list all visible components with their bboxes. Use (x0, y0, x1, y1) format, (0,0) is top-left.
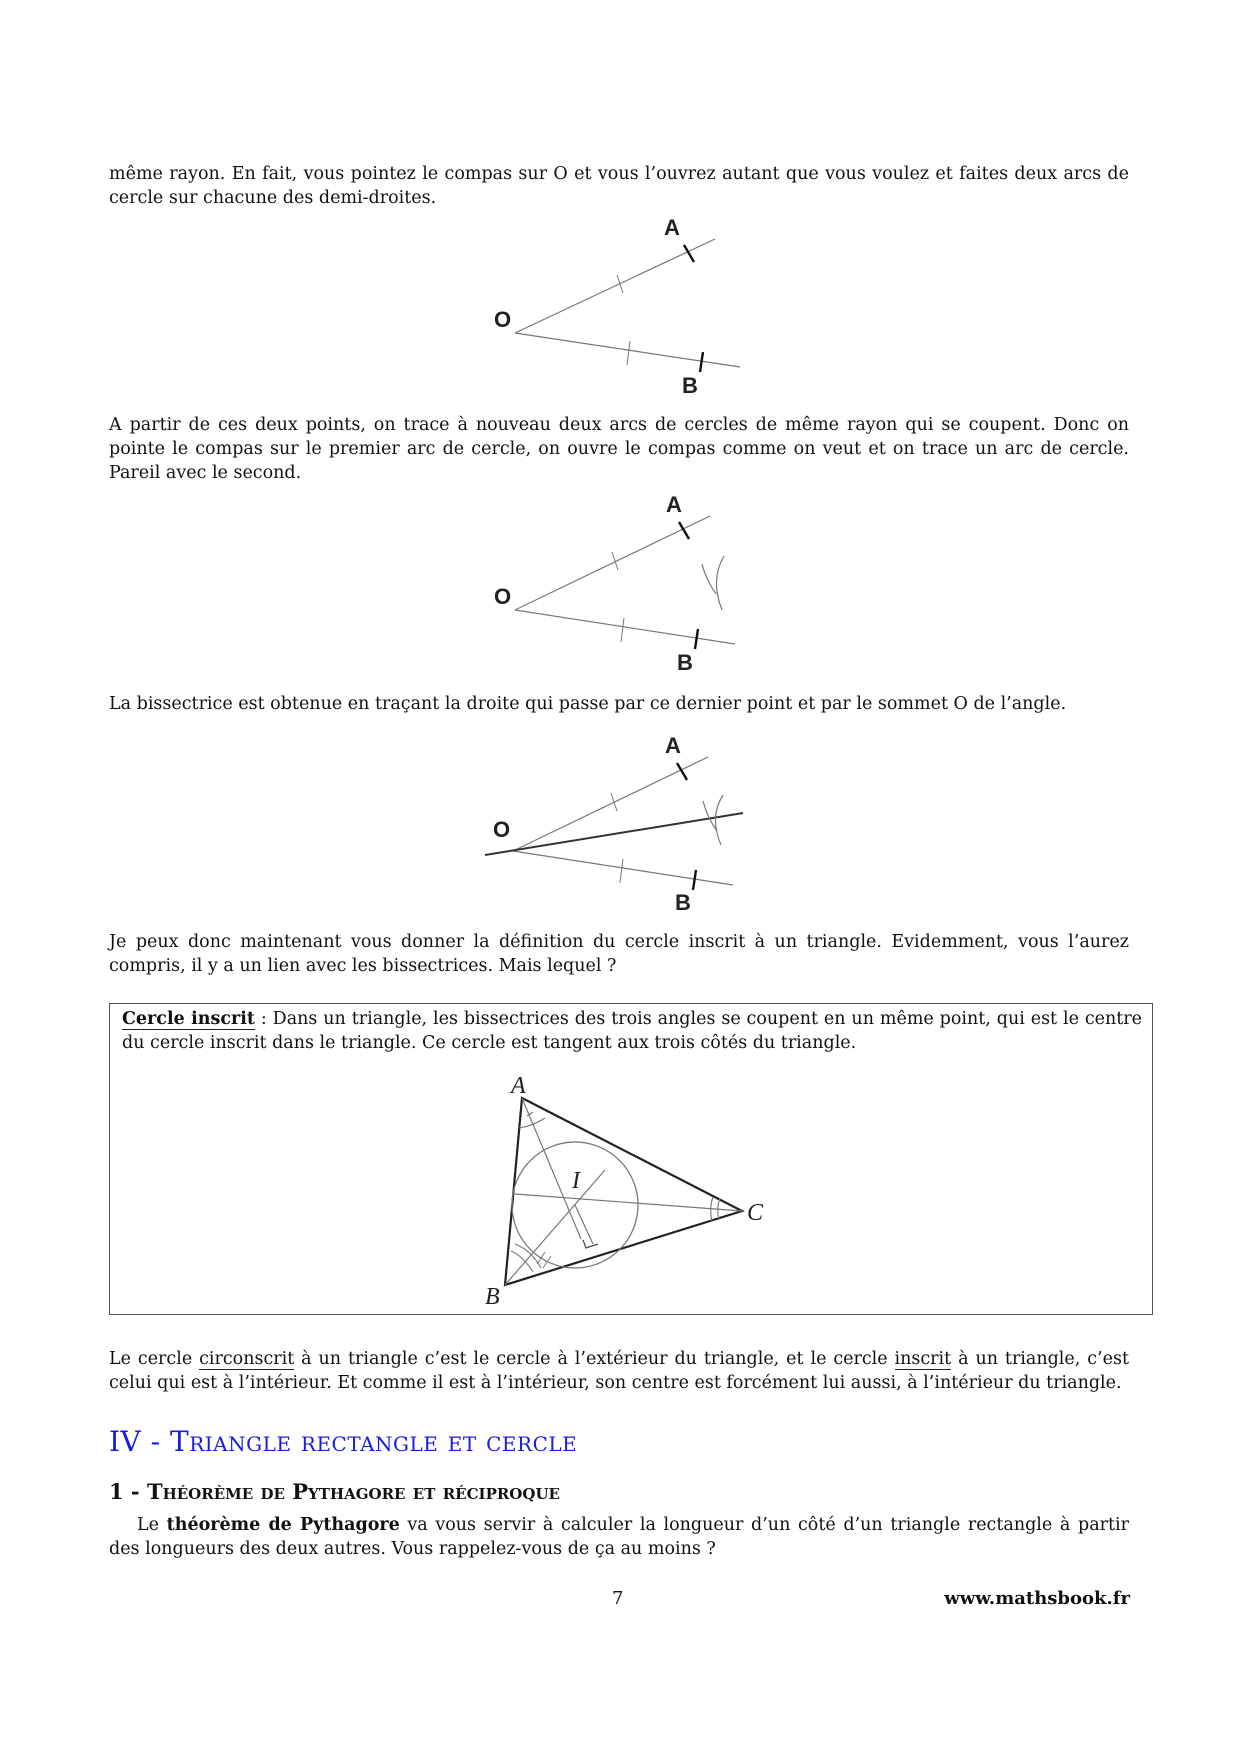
word-inscrit: inscrit (894, 1349, 952, 1369)
label-a: A (511, 1076, 526, 1099)
paragraph-compass-arcs: même rayon. En fait, vous pointez le compas sur O et vous l’ouvrez autant que vous voulez et faites deux arcs de cercle sur chacune des demi-droites. (109, 164, 1129, 208)
figure-angle-step2 (480, 492, 760, 677)
paragraph-incircle-intro: Je peux donc maintenant vous donner la définition du cercle inscrit à un triangle. Evidemment, vous l’aurez compris, il y a un lien avec les bissectrices. Mais lequel ? (109, 932, 1129, 976)
figure-incircle-triangle (465, 1076, 765, 1306)
definition-text (122, 1007, 1142, 1055)
label-a: A (664, 215, 680, 240)
label-b: B (675, 890, 691, 915)
label-a: A (665, 733, 681, 758)
paragraph-bisector: La bissectrice est obtenue en traçant la droite qui passe par ce dernier point et par le sommet O de l’angle. (109, 694, 1067, 714)
label-b: B (485, 1284, 500, 1306)
label-o: O (494, 584, 512, 609)
label-o: O (493, 817, 511, 842)
paragraph-circumscribed-vs-inscribed: Le cercle circonscrit à un triangle c’est le cercle à l’extérieur du triangle, et le cercle inscrit à un triangle, c’est celui qui est à l’intérieur. Et comme il est à l’intérieur, son centre est forcément lui aussi, à l’intérieur du triangle. (109, 1349, 1129, 1393)
definition-body: : Dans un triangle, les bissectrices des trois angles se coupent en un même point, qui est le centre du cercle inscrit dans le triangle. Ce cercle est tangent aux trois côtés du triangle. (122, 1009, 1142, 1053)
page-number: 7 (612, 1588, 624, 1609)
term-pythagore: théorème de Pythagore (166, 1515, 400, 1535)
website-url: www.mathsbook.fr (944, 1588, 1130, 1609)
paragraph-pythagore: Le théorème de Pythagore va vous servir à calculer la longueur d’un côté d’un triangle rectangle à partir des longueurs des deux autres. Vous rappelez-vous de ça au moins ? (109, 1515, 1129, 1559)
word-circonscrit: circonscrit (199, 1349, 295, 1369)
label-b: B (677, 650, 693, 675)
paragraph-second-arcs: A partir de ces deux points, on trace à nouveau deux arcs de cercles de même rayon qui se coupent. Donc on pointe le compas sur le premier arc de cercle, on ouvre le compas comme on veut et on trace un arc de cercle. Pareil avec le second. (109, 415, 1129, 483)
section-heading: IV - Triangle rectangle et cercle (109, 1425, 578, 1458)
figure-angle-step1 (480, 215, 760, 400)
definition-box (109, 1003, 1153, 1315)
label-b: B (682, 373, 698, 398)
label-i: I (572, 1168, 580, 1194)
definition-term: Cercle inscrit (122, 1009, 255, 1029)
subsection-heading: 1 - Théorème de Pythagore et réciproque (109, 1479, 560, 1504)
label-a: A (666, 492, 682, 517)
figure-angle-bisector (475, 733, 765, 918)
label-c: C (747, 1200, 764, 1226)
label-o: O (494, 307, 512, 332)
